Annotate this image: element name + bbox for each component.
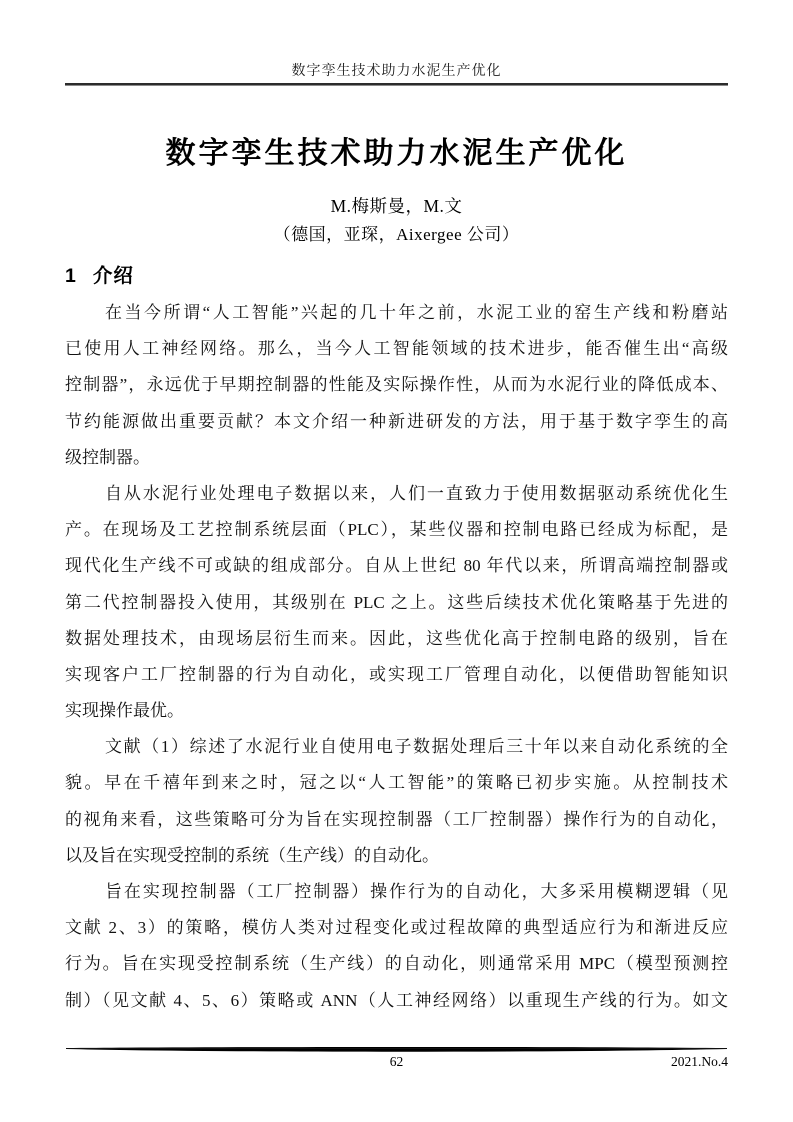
text-line: 在当今所谓“人工智能”兴起的几十年之前，水泥工业的窑生产线和粉磨站 (105, 303, 728, 322)
body-paragraph (65, 295, 728, 476)
text-line: 第二代控制器投入使用，其级别在 PLC 之上。这些后续技术优化策略基于先进的 (65, 592, 728, 612)
section-title: 介绍 (92, 265, 134, 287)
section-heading (65, 260, 134, 288)
text-line: 已使用人工神经网络。那么，当今人工智能领域的技术进步，能否催生出“高级 (65, 339, 728, 359)
footer (65, 1054, 728, 1074)
text-line: 文献（1）综述了水泥行业自使用电子数据处理后三十年以来自动化系统的全 (105, 737, 728, 757)
authors-line: M.梅斯曼，M.文 (330, 196, 463, 216)
issue-label: 2021.No.4 (671, 1054, 728, 1069)
header-rule (65, 83, 728, 86)
affiliation-line: （德国，亚琛，Aixergee 公司） (273, 225, 520, 244)
page-number: 62 (389, 1054, 404, 1069)
running-head-title: 数字孪生技术助力水泥生产优化 (291, 64, 502, 79)
text-line: 旨在实现控制器（工厂控制器）操作行为的自动化，大多采用模糊逻辑（见 (105, 882, 728, 901)
text-line: 级控制器。 (65, 447, 150, 467)
text-line: 现代化生产线不可或缺的组成部分。自从上世纪 80 年代以来，所谓高端控制器或 (65, 556, 728, 576)
text-line: 以及旨在实现受控制的系统（生产线）的自动化。 (65, 845, 439, 865)
text-line: 数据处理技术，由现场层衍生而来。因此，这些优化高于控制电路的级别，旨在 (65, 628, 728, 648)
text-line: 文献 2、3）的策略，模仿人类对过程变化或过程故障的典型适应行为和渐进反应 (65, 918, 728, 938)
text-line: 实现客户工厂控制器的行为自动化，或实现工厂管理自动化，以便借助智能知识 (65, 664, 728, 684)
text-line: 的视角来看，这些策略可分为旨在实现控制器（工厂控制器）操作行为的自动化， (65, 809, 728, 829)
text-line: 节约能源做出重要贡献？本文介绍一种新进研发的方法，用于基于数字孪生的高 (65, 411, 728, 431)
body-paragraph (65, 874, 728, 1019)
body-paragraph (65, 729, 728, 874)
text-line: 实现操作最优。 (65, 701, 184, 721)
text-line: 貌。早在千禧年到来之时，冠之以“人工智能”的策略已初步实施。从控制技术 (65, 773, 728, 793)
text-line: 自从水泥行业处理电子数据以来，人们一直致力于使用数据驱动系统优化生 (105, 483, 728, 503)
body-paragraph (65, 476, 728, 729)
section-number: 1 (65, 265, 77, 287)
text-line: 行为。旨在实现受控制系统（生产线）的自动化，则通常采用 MPC（模型预测控 (65, 954, 728, 974)
text-line: 控制器”，永远优于早期控制器的性能及实际操作性，从而为水泥行业的降低成本、 (65, 375, 728, 395)
footer-rule (65, 1045, 728, 1054)
text-line: 产。在现场及工艺控制系统层面（PLC），某些仪器和控制电路已经成为标配，是 (65, 520, 728, 540)
text-line: 制）（见文献 4、5、6）策略或 ANN（人工神经网络）以重现生产线的行为。如文 (65, 990, 728, 1010)
article-body (65, 295, 728, 1019)
page-title: 数字孪生技术助力水泥生产优化 (165, 137, 628, 170)
